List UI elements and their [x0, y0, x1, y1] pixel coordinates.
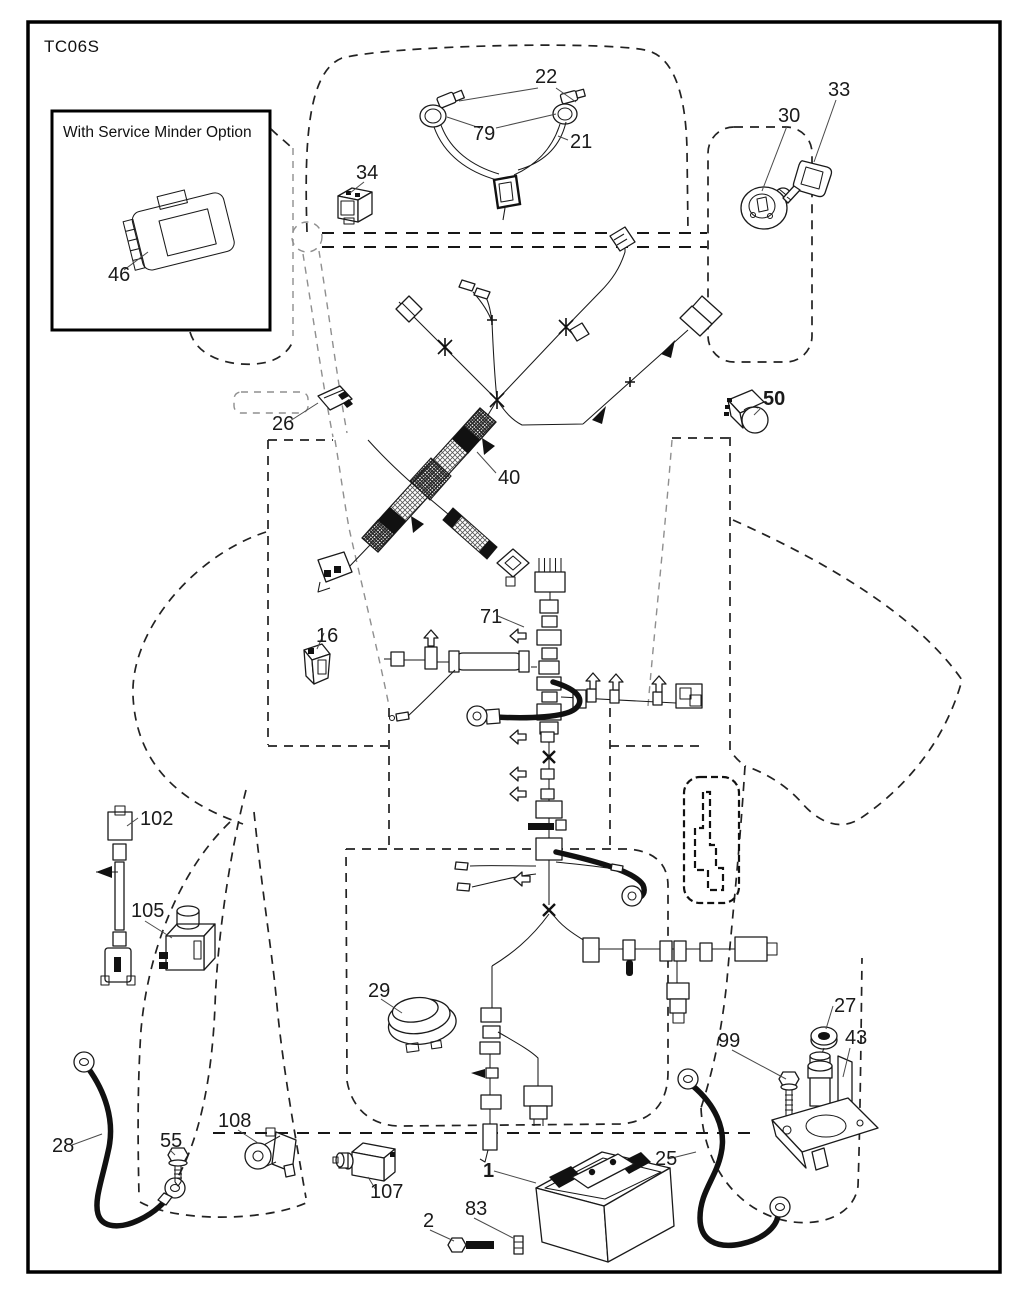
leader-line-27	[826, 1006, 833, 1029]
part-label-21: 21	[570, 131, 593, 153]
main-harness-chain	[384, 558, 777, 1162]
headlight-connector	[494, 176, 520, 220]
ring-terminal-mid	[622, 886, 642, 906]
part-label-99: 99	[718, 1030, 741, 1052]
relay-107-illustration	[333, 1143, 395, 1181]
connector-lower-center	[524, 1086, 552, 1126]
page-title: TC06S	[44, 37, 100, 56]
ignition-switch-illustration	[741, 187, 791, 229]
part-label-83: 83	[465, 1198, 488, 1220]
part-label-34: 34	[356, 162, 379, 184]
part-label-16: 16	[316, 625, 339, 647]
part-label-50: 50	[763, 388, 786, 410]
relay-105-illustration	[159, 906, 215, 970]
part-label-26: 26	[272, 413, 295, 435]
switch-50-illustration	[724, 390, 768, 433]
part-label-30: 30	[778, 105, 801, 127]
terminal-bolt-83-illustration	[514, 1236, 523, 1254]
leader-line-1	[494, 1171, 536, 1183]
leader-line-83	[474, 1218, 513, 1238]
headlight-harness-illustration	[420, 88, 586, 220]
horn-illustration	[385, 993, 460, 1055]
bolt-2-illustration	[448, 1238, 494, 1252]
braid2-plug	[497, 549, 529, 586]
shift-gate-outline	[684, 777, 739, 903]
solenoid-43-illustration	[772, 1048, 878, 1170]
part-label-28: 28	[52, 1135, 75, 1157]
part-label-102: 102	[140, 808, 174, 830]
leader-line-28	[72, 1134, 102, 1145]
solenoid-108-illustration	[245, 1128, 296, 1177]
part-label-55: 55	[160, 1130, 183, 1152]
part-label-108: 108	[218, 1110, 252, 1132]
battery-cable-illustration	[678, 1069, 790, 1245]
battery-illustration	[536, 1152, 674, 1262]
part-label-29: 29	[368, 980, 391, 1002]
wire-102-illustration	[96, 806, 135, 985]
part-label-105: 105	[131, 900, 165, 922]
leader-line-22	[459, 88, 538, 101]
harness-braid-illustration	[318, 400, 529, 592]
part-label-2: 2	[423, 1210, 435, 1232]
part-label-46: 46	[108, 264, 131, 286]
leader-line-40	[477, 452, 496, 473]
part-label-33: 33	[828, 79, 851, 101]
part-label-43: 43	[845, 1027, 868, 1049]
service-minder-inset	[52, 111, 270, 330]
connector-16-illustration	[304, 644, 330, 684]
connector-2x2	[680, 296, 722, 336]
leader-line-105	[145, 921, 172, 938]
leader-line-79	[496, 114, 556, 128]
part-label-1: 1	[483, 1160, 495, 1182]
part-label-25: 25	[655, 1148, 678, 1170]
part-label-71: 71	[480, 606, 503, 628]
nut-27-illustration	[811, 1027, 837, 1049]
part-label-79: 79	[473, 123, 496, 145]
spade-terminals	[459, 280, 490, 299]
part-label-27: 27	[834, 995, 857, 1017]
key-illustration	[783, 161, 832, 203]
ring-terminal-upper	[467, 706, 500, 726]
fuse-illustration	[318, 386, 353, 410]
leader-line-99	[732, 1050, 786, 1079]
switch-34-illustration	[338, 188, 372, 224]
connector-plug-nw	[396, 296, 422, 322]
upper-harness-wiring	[396, 227, 722, 425]
part-label-107: 107	[370, 1181, 404, 1203]
braid-end-connector	[318, 552, 352, 592]
connector-at-dash	[610, 227, 635, 251]
fuse-holder-branch	[384, 630, 537, 721]
lower-right-bar	[583, 937, 777, 1023]
part-label-40: 40	[498, 467, 521, 489]
leader-line-30	[762, 126, 787, 191]
inset-title: With Service Minder Option	[63, 124, 252, 141]
leader-line-33	[814, 100, 836, 162]
part-label-22: 22	[535, 66, 558, 88]
